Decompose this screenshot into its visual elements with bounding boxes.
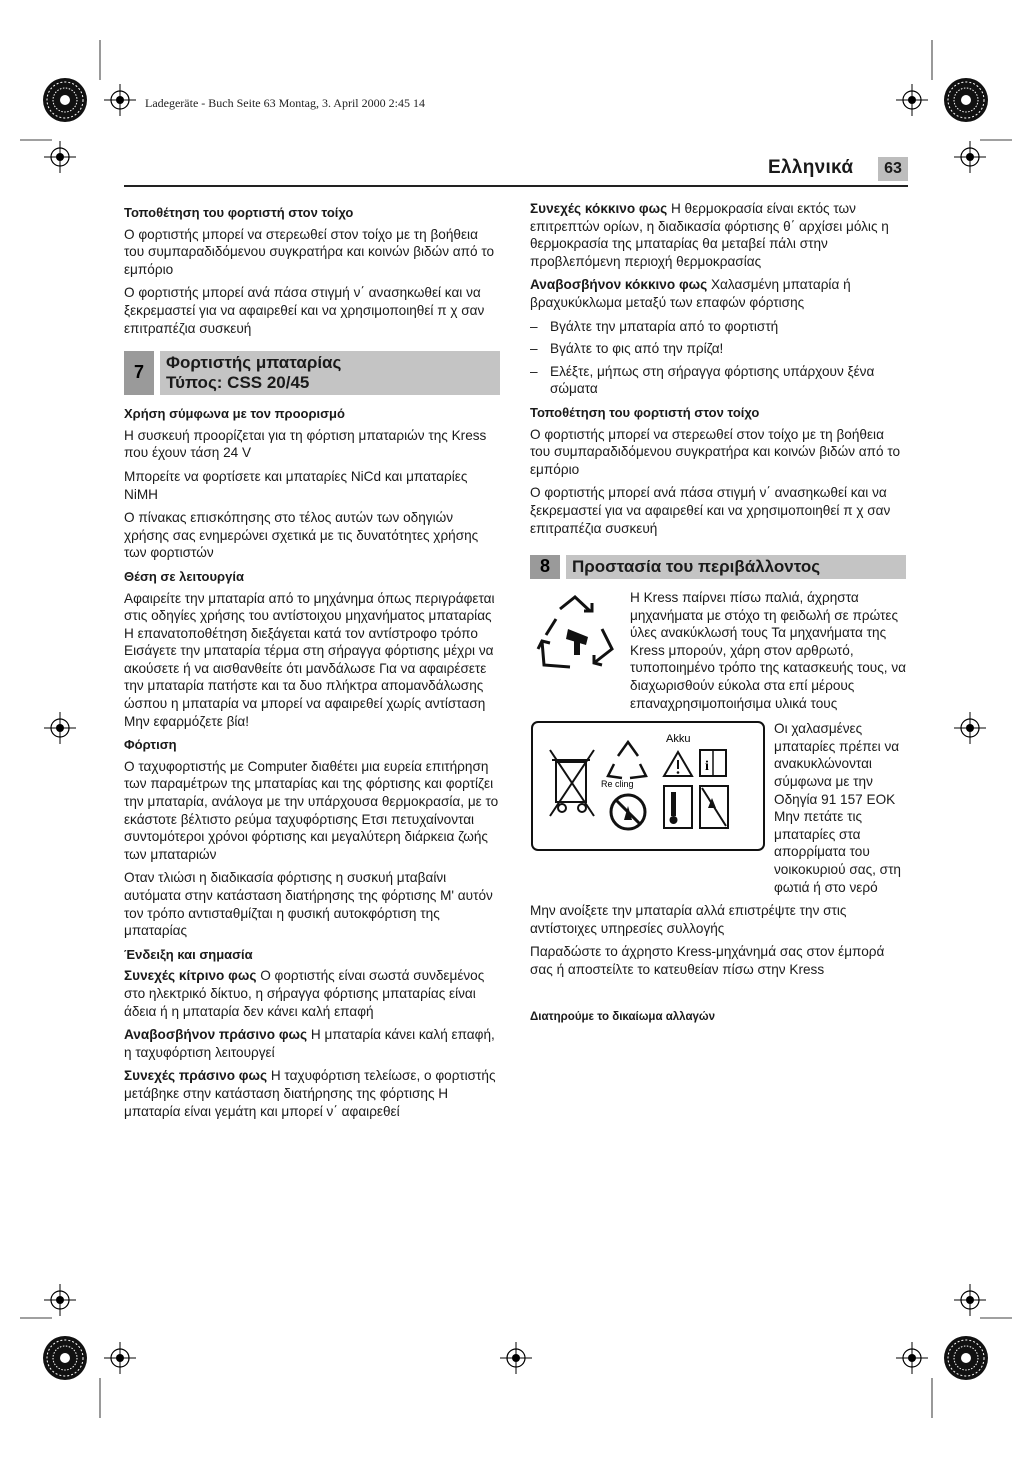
- indicator-heading: Ένδειξη και σημασία: [124, 946, 253, 962]
- red-light-label: Συνεχές κόκκινο φως: [530, 201, 668, 216]
- dash-item-2: [530, 340, 906, 358]
- akku-label: Akku: [666, 733, 691, 746]
- blink-green-item: [124, 1026, 500, 1061]
- dash-text-3: Ελέξτε, μήπως στη σήραγγα φόρτισης υπάρχουν ξένα σώματα: [550, 363, 875, 397]
- print-slug: Ladegeräte - Buch Seite 63 Montag, 3. April 2000 2:45 14: [145, 96, 425, 110]
- intended-use-text-2: Μπορείτε να φορτίσετε και μπαταρίες NiCd και μπαταρίες NiMH: [124, 468, 468, 502]
- section-7-number: 7: [124, 351, 154, 395]
- section-7-title-line1: Φορτιστής μπαταρίας: [166, 353, 342, 373]
- dash-marker: –: [530, 363, 538, 379]
- svg-text:i: i: [705, 759, 709, 775]
- header-rule: [124, 185, 908, 187]
- intended-use-text-3: Ο πίνακας επισκόπησης στο τέλος αυτών των οδηγιών χρήσης σας ενημερώνει σχετικά με τις δυνατότητες χρήσης των φορτιστών: [124, 510, 479, 561]
- wall-mount-text-1: Ο φορτιστής μπορεί να στερεωθεί στον τοίχο με τη βοήθεια του συμπαραδιδόμενου συγκρατήρα και κοινών βιδών από το εμπόριο: [124, 226, 495, 277]
- dash-item-1: [530, 318, 906, 336]
- dash-item-3: [530, 363, 906, 398]
- yellow-light-label: Συνεχές κίτρινο φως: [124, 968, 257, 984]
- operation-heading: Θέση σε λειτουργία: [124, 568, 244, 584]
- blink-green-label: Αναβοσβήνον πράσινο φως: [124, 1027, 308, 1043]
- battery-symbols-panel: [530, 720, 766, 852]
- red-light-text: Η θερμοκρασία είναι εκτός των επιτρεπτών ορίων, η διαδικασία φόρτισης θ΄ αρχίσει μόλις η θερμοκρασία της μπαταρίας θα μεταβεί πάλι στην προβλεπόμενη περιοχή θερμοκρασίας: [530, 201, 889, 269]
- dash-marker: –: [530, 341, 538, 357]
- yellow-light-item: [124, 967, 500, 1020]
- blink-red-item: [530, 276, 906, 311]
- environment-block: [530, 589, 906, 712]
- intended-use-text-1: Η συσκευή προορίζεται για τη φόρτιση μπαταριών της Kress που έχουν τάση 24 V: [124, 427, 487, 461]
- intended-use-heading: Χρήση σύμφωνα με τον προορισμό: [124, 406, 345, 422]
- wall-mount-heading: Τοποθέτηση του φορτιστή στον τοίχο: [124, 205, 354, 220]
- green-light-label: Συνεχές πράσινο φως: [124, 1068, 268, 1084]
- red-light-item: [530, 200, 906, 270]
- left-column: [124, 198, 500, 1126]
- battery-disposal-text: Οι χαλασμένες μπαταρίες πρέπει να ανακυκλώνονται σύμφωνα με την Οδηγία 91 157 ΕΟΚ Μην πετάτε τις μπαταρίες στα απορρίματα του νοικοκυριού σας, στη φωτιά ή στο νερό: [774, 721, 901, 895]
- section-7-title: [160, 351, 500, 395]
- charging-text-2: Οταν τλιώσι η διαδικασία φόρτισης η συσκυή μταβαίνι αυτόματα στην κατάσταση διατήρησης της φόρτισης Μ' αυτόν τον τρόπο αντισταθμίζται η φυσική αυτοκφόρτιση της μπαταρίας: [124, 870, 493, 939]
- operation-text: Αφαιρείτε την μπαταρία από το μηχάνημα όπως περιγράφεται στις οδηγίες χρήσης του αντίστοιχου μηχανήματος μπαταρίας Η επανατοποθέτηση διεξάγεται κατά τον αντίστροφο τρόπο Εισάγετε την μπαταρία τέρμα στη σήραγγα φόρτισης μέχρι να ακούσετε ή να αισθανθείτε ότι μανδάλωσε Για να αφαιρέσετε την μπαταρία πατήστε και τα δυο πλήκτρα απομανδάλωσης ώσπου η μπαταρία να μπορεί να αφαιρεθεί χωρίς αντίσταση Μην εφαρμόζετε βία!: [124, 590, 495, 729]
- page-number: 63: [878, 157, 908, 181]
- wall-mount-heading-right: Τοποθέτηση του φορτιστή στον τοίχο: [530, 404, 760, 420]
- environment-text: Η Kress παίρνει πίσω παλιά, άχρηστα μηχανήματα με στόχο τη φειδωλή σε πρώτες ύλες ανακύκλωσή τους Τα μηχανήματα της Kress μπορούν, χάρη στον αρθρωτό, τυποποιημένο τρόπο της κατασκευής τους, να διαχωρισθούν εύκολα στα επί μέρους επαναχρησιμοποιήσιμα υλικά τους: [630, 590, 906, 711]
- section-7-bar: [124, 351, 500, 395]
- yellow-light-text: Ο φορτιστής είναι σωστά συνδεμένος στο ηλεκτρικό δίκτυο, η σήραγγα φόρτισης μπαταρίας είναι άδεια ή η μπαταρία δεν κάνει καλή επαφή: [124, 968, 485, 1019]
- blink-red-text: Χαλασμένη μπαταρία ή βραχυκύκλωμα μεταξύ των επαφών φόρτισης: [530, 277, 851, 310]
- green-light-text: Η ταχυφόρτιση τελείωσε, ο φορτιστής μετάβηκε στην κατάσταση διατήρησης της φόρτισης Η μπαταρία είναι γεμάτη και μπορεί ν΄ αφαιρεθεί: [124, 1068, 496, 1119]
- wall-mount-text-right-1: Ο φορτιστής μπορεί να στερεωθεί στον τοίχο με τη βοήθεια του συμπαραδιδόμενου συγκρατήρα και κοινών βιδών από το εμπόριο: [530, 426, 901, 477]
- dash-text-2: Βγάλτε το φις από την πρίζα!: [550, 341, 724, 357]
- recycling-label: Re cling: [601, 779, 634, 790]
- section-7-title-line2: Τύπος: CSS 20/45: [166, 373, 310, 393]
- wall-mount-text-2: Ο φορτιστής μπορεί ανά πάσα στιγμή ν΄ ανασηκωθεί και να ξεκρεμαστεί για να αφαιρεθεί και να χρησιμοποιηθεί π χ σαν επιτραπέζια συσκευή: [124, 285, 485, 336]
- return-text-2: Παραδώστε το άχρηστο Kress-μηχάνημά σας στον έμπορά σας ή αποστείλτε το κατευθείαν πίσω στην Kress: [530, 944, 885, 977]
- rights-reserved-note: Διατηρούμε το δικαίωμα αλλαγών: [530, 1010, 716, 1023]
- section-8-title: Προστασία του περιβάλλοντος: [566, 555, 906, 579]
- dash-marker: –: [530, 318, 538, 334]
- dash-text-1: Βγάλτε την μπαταρία από το φορτιστή: [550, 318, 779, 334]
- return-text-1: Μην ανοίξετε την μπαταρία αλλά επιστρέψτε την στις αντίστοιχες υπηρεσίες συλλογής: [530, 903, 847, 936]
- blink-red-label: Αναβοσβήνον κόκκινο φως: [530, 277, 708, 293]
- right-column: [530, 200, 906, 1026]
- charging-text-1: Ο ταχυφορτιστής με Computer διαθέτει μια ευρεία επιτήρηση των παραμέτρων της μπαταρίας και της φόρτισης και φορτίζει την μπαταρία, ανάλογα με την υπάρχουσα θερμοκρασία, με το εκάστοτε βέλτιστο ρεύμα ταχυφόρτισης Ετσι πετυχαίνονται συντομότεροι χρόνοι φόρτισης και μεγαλύτερη διάρκεια ζωής των μπαταριών: [124, 758, 499, 862]
- charging-heading: Φόρτιση: [124, 737, 177, 753]
- green-light-item: [124, 1067, 500, 1120]
- battery-disposal-block: [530, 720, 906, 896]
- blink-green-text: Η μπαταρία κάνει καλή επαφή, η ταχυφόρτιση λειτουργεί: [124, 1027, 495, 1060]
- section-8-number: 8: [530, 555, 560, 579]
- recycling-icon: [530, 589, 620, 679]
- language-title: Ελληνικά: [768, 157, 854, 178]
- wall-mount-text-right-2: Ο φορτιστής μπορεί ανά πάσα στιγμή ν΄ ανασηκωθεί και να ξεκρεμαστεί για να αφαιρεθεί και να χρησιμοποιηθεί π χ σαν επιτραπέζια συσκευή: [530, 485, 891, 536]
- section-8-bar: [530, 555, 906, 579]
